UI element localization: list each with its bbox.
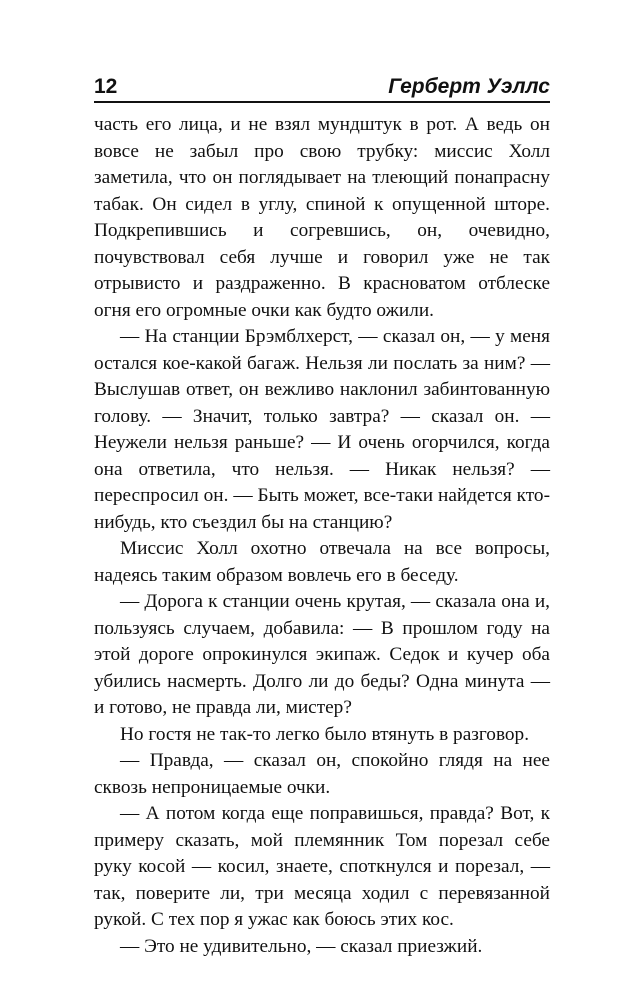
page-number: 12 [94,75,118,98]
paragraph-7: — А потом когда еще поправишься, правда? Вот, к примеру сказать, мой племянник Том порезал себе руку косой — косил, знаете, споткнулся и порезал, — так, поверите ли, три месяца ходил с перевязанной рукой. С тех пор я ужас как боюсь этих кос. [94,803,550,930]
paragraph-8: — Это не удивительно, — сказал приезжий. [120,935,483,957]
paragraph-3: Миссис Холл охотно отвечала на все вопросы, надеясь таким образом вовлечь его в беседу. [94,538,550,586]
page-header [94,73,550,101]
body-text [94,112,550,960]
paragraph-1: часть его лица, и не взял мундштук в рот. А ведь он вовсе не забыл про свою трубку: миссис Холл заметила, что он поглядывает на тлеющий понапрасну табак. Он сидел в углу, спиной к опущенной шторе. Подкрепившись и согревшись, он, очевидно, почувствовал себя лучше и говорил уже не так отрывисто и раздраженно. В красноватом отблеске огня его огромные очки как будто ожили. [94,114,550,321]
paragraph-6: — Правда, — сказал он, спокойно глядя на нее сквозь непроницаемые очки. [94,750,550,798]
header-rule [94,101,550,103]
running-head-author: Герберт Уэллс [388,75,550,98]
paragraph-5: Но гостя не так-то легко было втянуть в разговор. [120,723,530,745]
paragraph-2: — На станции Брэмблхерст, — сказал он, — у меня остался кое-какой багаж. Нельзя ли послать за ним? — Выслушав ответ, он вежливо наклонил забинтованную голову. — Значит, только завтра? — сказал он. — Неужели нельзя раньше? — И очень огорчился, когда она ответила, что нельзя. — Никак нельзя? — переспросил он. — Быть может, все-таки найдется кто-нибудь, кто съездил бы на станцию? [94,326,550,533]
paragraph-4: — Дорога к станции очень крутая, — сказала она и, пользуясь случаем, добавила: — В прошлом году на этой дороге опрокинулся экипаж. Седок и кучер оба убились насмерть. Долго ли до беды? Одна минута — и готово, не правда ли, мистер? [94,591,550,718]
